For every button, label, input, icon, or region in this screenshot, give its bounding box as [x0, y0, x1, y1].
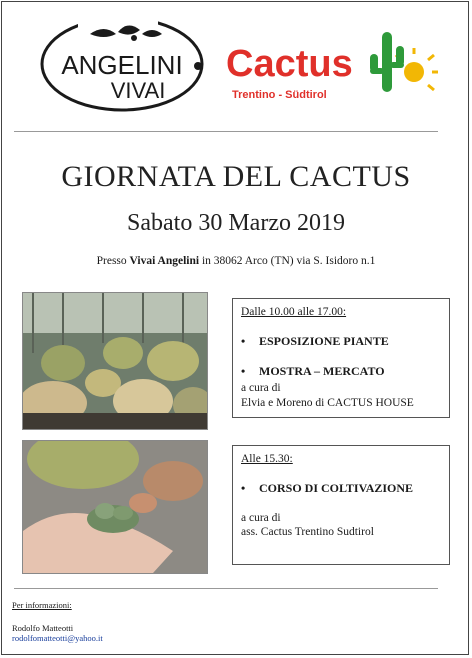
greenhouse-cactus-photo [22, 292, 208, 430]
angelini-sub: VIVAI [110, 78, 166, 103]
cactus-icon [370, 32, 404, 92]
bottom-divider [14, 588, 438, 589]
cactus-trentino-logo [224, 28, 438, 106]
schedule-2-care-of: a cura di [241, 511, 281, 524]
schedule-2-organizer: ass. Cactus Trentino Sudtirol [241, 526, 374, 539]
address-rest: in 38062 Arco (TN) via S. Isidoro n.1 [199, 255, 376, 267]
address-venue: Vivai Angelini [129, 255, 200, 267]
event-date: Sabato 30 Marzo 2019 [127, 210, 345, 236]
schedule-1-item-1 [241, 334, 441, 350]
schedule-1-organizer: Elvia e Moreno di CACTUS HOUSE [241, 397, 414, 410]
cactus-sub: Trentino - Südtirol [232, 89, 327, 101]
info-label: Per informazioni: [12, 600, 72, 610]
schedule-2-item-1-label: CORSO DI COLTIVAZIONE [259, 480, 414, 495]
contact-email-link[interactable]: rodolfomatteotti@yahoo.it [12, 633, 103, 643]
bullet-icon: • [241, 480, 246, 495]
bullet-icon: • [241, 333, 246, 348]
cactus-name: Cactus [226, 43, 353, 85]
top-divider [14, 131, 438, 132]
schedule-2-item-1 [241, 481, 441, 497]
schedule-2-time: Alle 15.30: [241, 453, 293, 465]
schedule-1-item-1-label: ESPOSIZIONE PIANTE [259, 333, 389, 348]
schedule-1-care-of: a cura di [241, 382, 281, 395]
schedule-1-time: Dalle 10.00 alle 17.00: [241, 306, 347, 318]
schedule-1-item-2-label: MOSTRA – MERCATO [259, 363, 385, 378]
schedule-box-2 [232, 445, 450, 565]
succulent-hand-photo [22, 440, 208, 574]
event-address [0, 255, 472, 267]
address-prefix: Presso [96, 255, 130, 267]
contact-name: Rodolfo Matteotti [12, 623, 74, 633]
bullet-icon: • [241, 363, 246, 378]
event-title: GIORNATA DEL CACTUS [61, 160, 411, 193]
angelini-name: ANGELINI [61, 50, 183, 80]
schedule-box-1 [232, 298, 450, 418]
angelini-vivai-logo [38, 14, 206, 114]
schedule-1-item-2 [241, 364, 441, 380]
